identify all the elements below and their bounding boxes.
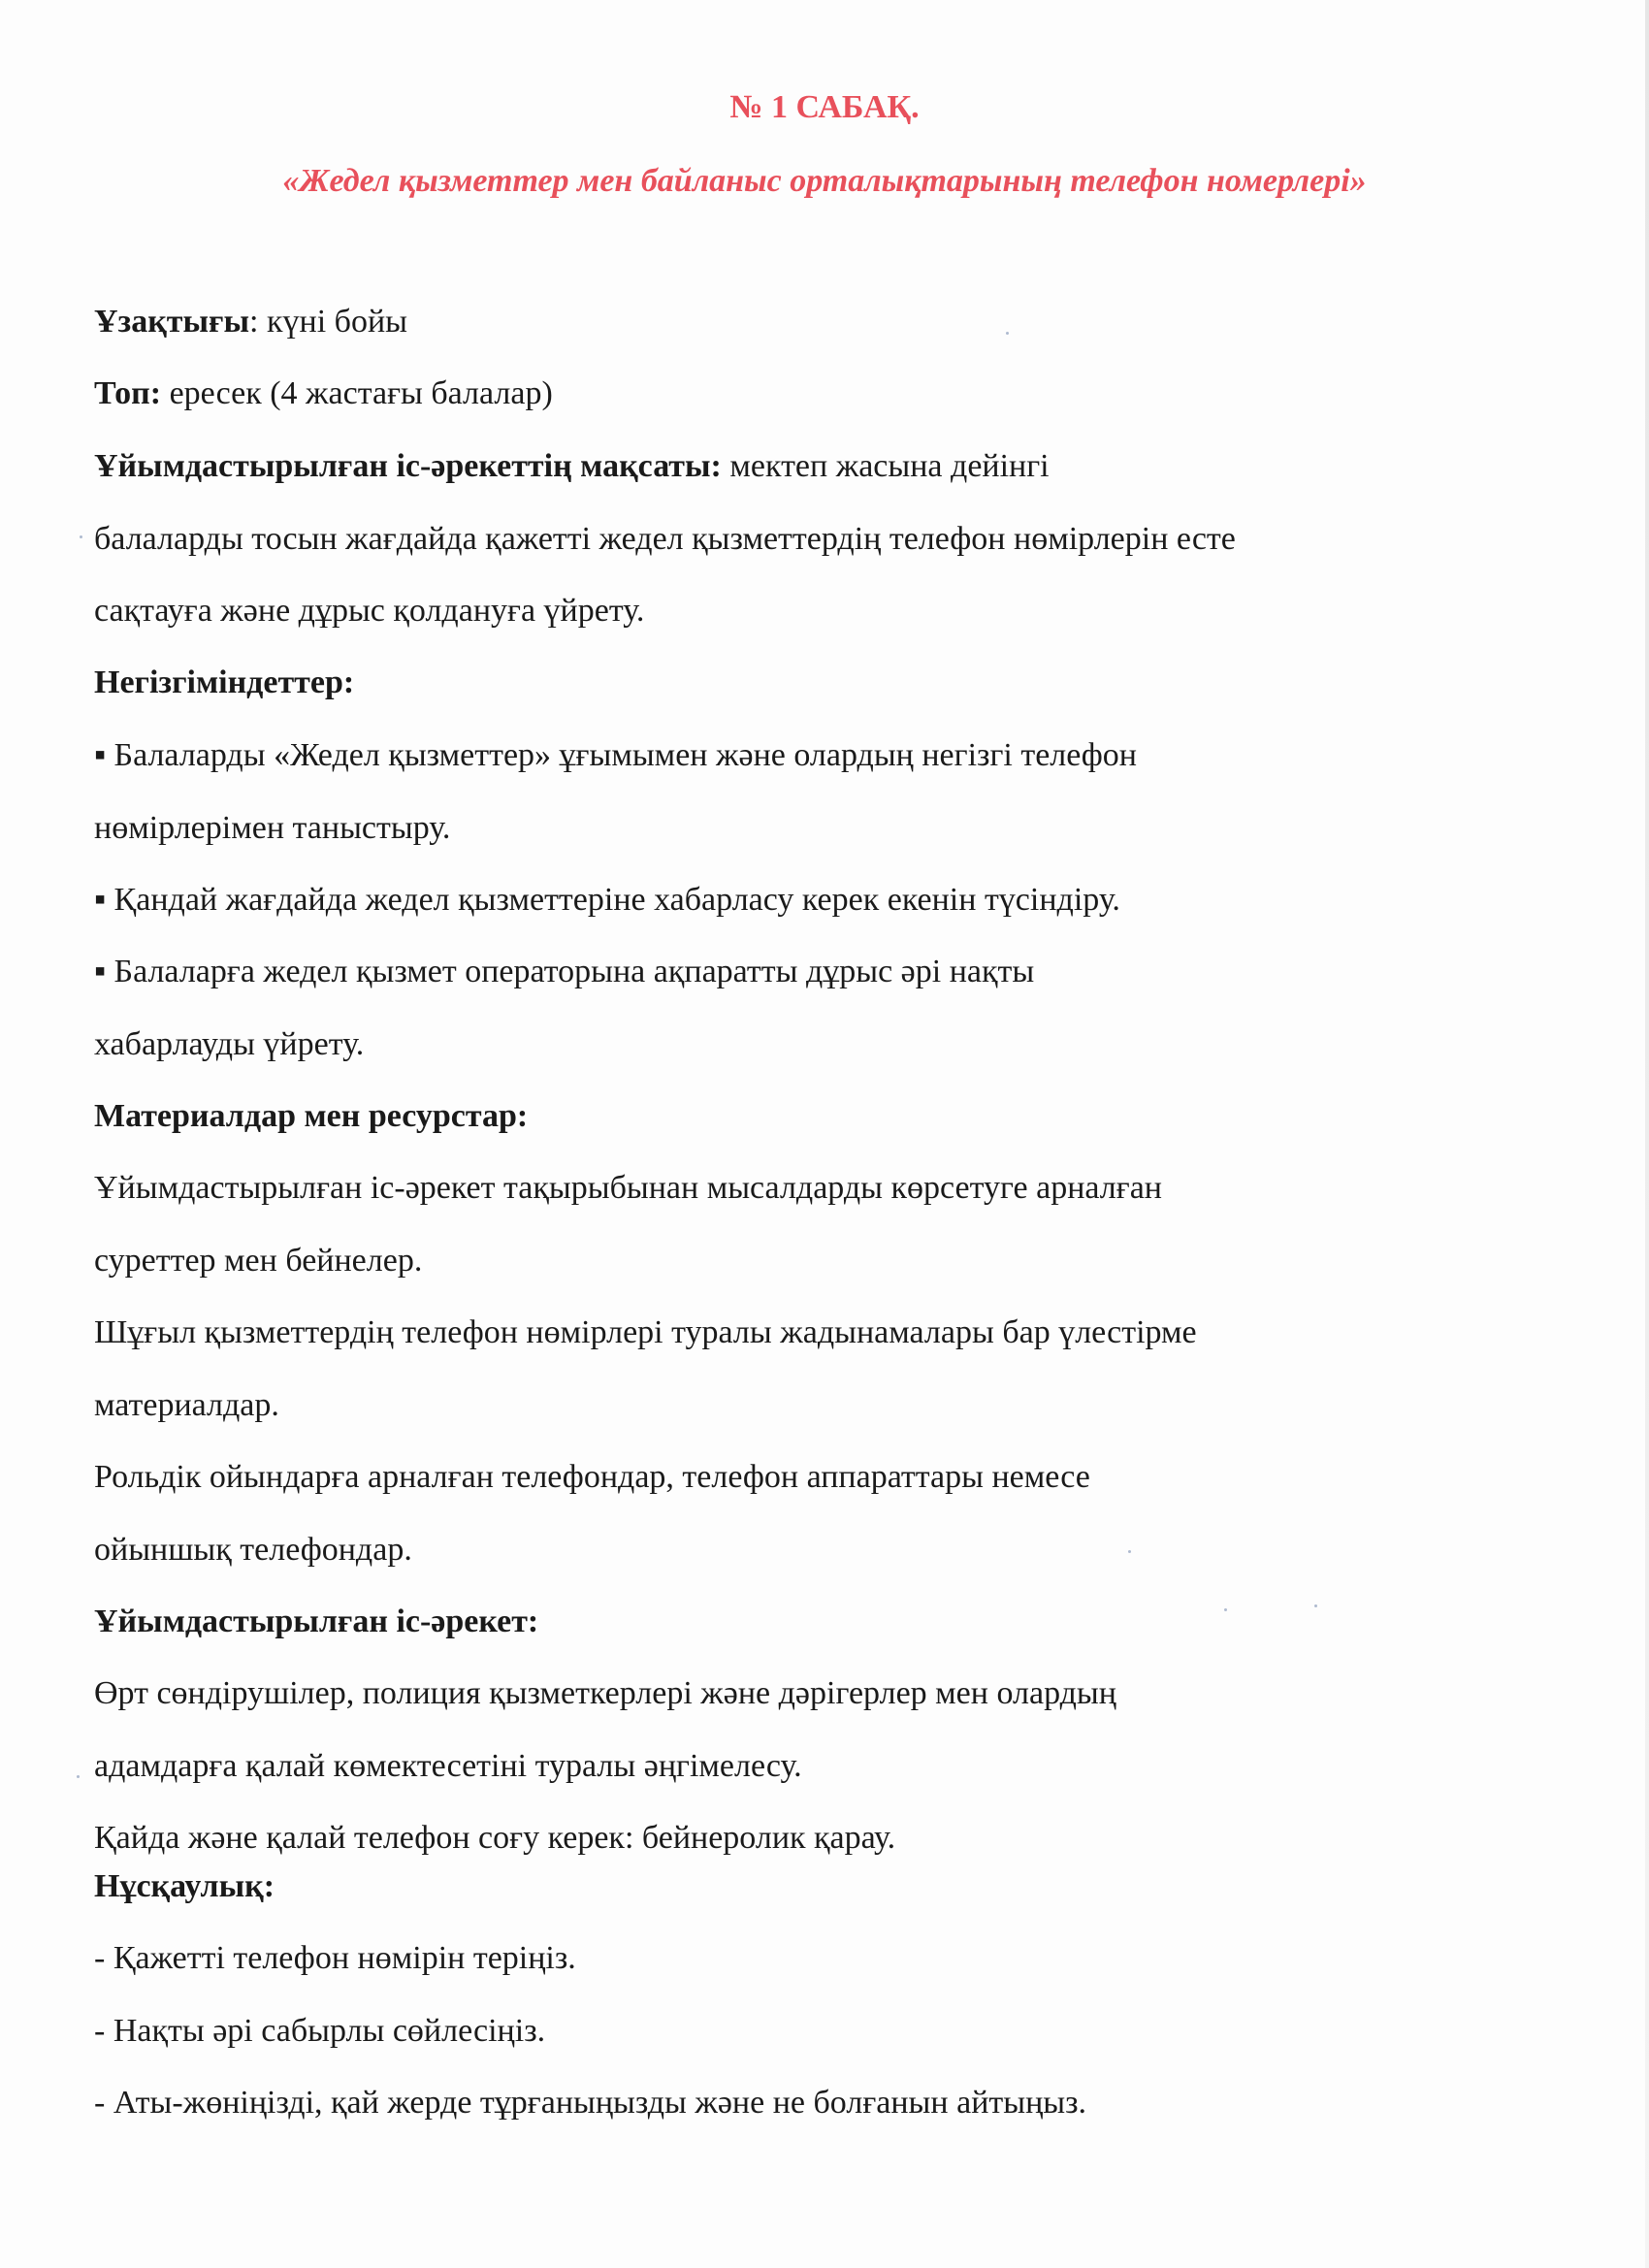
materials-line: суреттер мен бейнелер.	[94, 1243, 423, 1279]
task-line: ▪ Балаларға жедел қызмет операторына ақпаратты дұрыс әрі нақты	[94, 954, 1035, 989]
task-line: ▪ Қандай жағдайда жедел қызметтеріне хабарласу керек екенін түсіндіру.	[94, 882, 1120, 918]
materials-line: Ұйымдастырылған іс-әрекет тақырыбынан мысалдарды көрсетуге арналған	[94, 1170, 1162, 1206]
scan-speck	[1314, 1604, 1317, 1607]
scan-speck	[1128, 1550, 1131, 1553]
task-line: хабарлауды үйрету.	[94, 1026, 365, 1062]
materials-line: Шұғыл қызметтердің телефон нөмірлері туралы жадынамалары бар үлестірме	[94, 1314, 1197, 1350]
group-value: ересек (4 жастағы балалар)	[161, 375, 553, 411]
group-label: Топ:	[94, 375, 162, 411]
group-line	[94, 374, 553, 413]
goal-label: Ұйымдастырылған іс-әрекеттің мақсаты:	[94, 448, 722, 484]
duration-value: : күні бойы	[249, 304, 407, 340]
instructions-heading: Нұсқаулық:	[94, 1868, 275, 1904]
materials-heading: Материалдар мен ресурстар:	[94, 1098, 529, 1134]
duration-line	[94, 303, 407, 341]
goal-line	[94, 447, 1050, 486]
scan-speck	[1224, 1608, 1227, 1611]
scan-speck	[77, 1775, 80, 1778]
materials-line: Рольдік ойындарға арналған телефондар, телефон аппараттары немесе	[94, 1459, 1090, 1495]
scan-speck	[80, 535, 82, 538]
materials-line: материалдар.	[94, 1387, 279, 1423]
duration-label: Ұзақтығы	[94, 304, 250, 340]
activity-line: Өрт сөндірушілер, полиция қызметкерлері және дәрігерлер мен олардың	[94, 1675, 1116, 1711]
instruction-line: - Аты-жөніңізді, қай жерде тұрғаныңызды және не болғанын айтыңыз.	[94, 2085, 1087, 2121]
lesson-title: «Жедел қызметтер мен байланыс орталықтарының телефон номерлері»	[282, 163, 1367, 199]
goal-text-line: сақтауға және дұрыс қолдануға үйрету.	[94, 593, 645, 629]
activity-line: Қайда және қалай телефон соғу керек: бейнеролик қарау.	[94, 1820, 896, 1856]
goal-text: мектеп жасына дейінгі	[721, 448, 1050, 484]
activity-heading: Ұйымдастырылған іс-әрекет:	[94, 1604, 539, 1639]
task-line: нөмірлерімен таныстыру.	[94, 810, 451, 846]
activity-line: адамдарға қалай көмектесетіні туралы әңгімелесу.	[94, 1748, 802, 1784]
instruction-line: - Қажетті телефон нөмірін теріңіз.	[94, 1940, 576, 1976]
scan-speck	[1006, 332, 1009, 335]
lesson-number: № 1 САБАҚ.	[729, 89, 920, 125]
goal-text-line: балаларды тосын жағдайда қажетті жедел қызметтердің телефон нөмірлерін есте	[94, 521, 1236, 557]
instruction-line: - Нақты әрі сабырлы сөйлесіңіз.	[94, 2013, 546, 2049]
tasks-heading: Негізгіміндеттер:	[94, 664, 355, 700]
scan-edge	[1645, 0, 1649, 2268]
materials-line: ойыншық телефондар.	[94, 1532, 412, 1568]
task-line: ▪ Балаларды «Жедел қызметтер» ұғымымен және олардың негізгі телефон	[94, 737, 1138, 773]
